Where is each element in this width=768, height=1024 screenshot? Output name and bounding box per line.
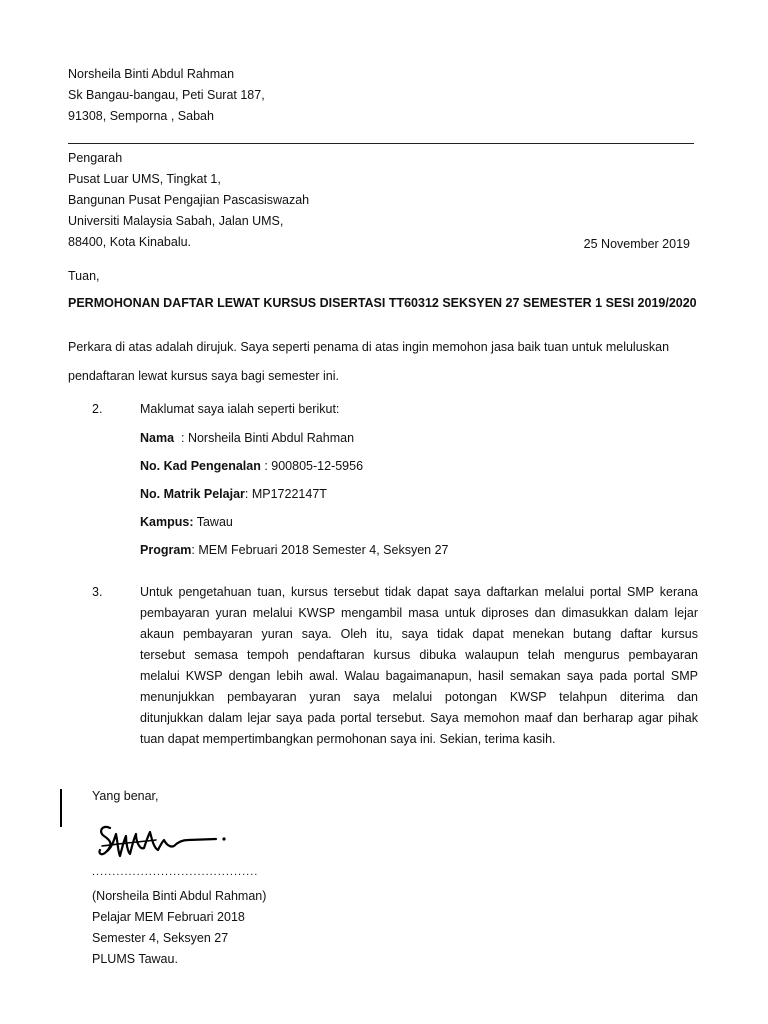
detail-ic xyxy=(140,456,363,476)
item-3-line: ditunjukkan dalam lejar saya pada portal tersebut. Saya memohon maaf dan berharap agar pihak xyxy=(140,711,698,725)
recipient-line-1: Pusat Luar UMS, Tingkat 1, xyxy=(68,172,221,186)
detail-matrik xyxy=(140,484,327,504)
letter-subject: PERMOHONAN DAFTAR LEWAT KURSUS DISERTASI TT60312 SEKSYEN 27 SEMESTER 1 SESI 2019/2020 xyxy=(68,296,697,310)
detail-value: Norsheila Binti Abdul Rahman xyxy=(187,431,355,445)
detail-value: MP1722147T xyxy=(251,487,327,501)
recipient-line-3: Universiti Malaysia Sabah, Jalan UMS, xyxy=(68,214,284,228)
item-3-line: melalui KWSP dengan lebih awal. Walau bagaimanapun, hasil semakan saya pada portal SMP xyxy=(140,669,698,683)
paragraph-1-line-1: Perkara di atas adalah dirujuk. Saya seperti penama di atas ingin memohon jasa baik tuan untuk meluluskan xyxy=(68,340,670,354)
item-2-number: 2. xyxy=(92,402,103,416)
detail-value: Tawau xyxy=(196,515,233,529)
signatory-name: (Norsheila Binti Abdul Rahman) xyxy=(92,889,267,903)
sender-name: Norsheila Binti Abdul Rahman xyxy=(68,67,235,81)
detail-label: Program xyxy=(140,543,192,557)
recipient-title: Pengarah xyxy=(68,151,123,165)
paragraph-1-line-2: pendaftaran lewat kursus saya bagi semester ini. xyxy=(68,369,339,383)
signatory-line-2: Semester 4, Seksyen 27 xyxy=(92,931,229,945)
detail-sep: : xyxy=(191,543,199,557)
detail-sep: : xyxy=(260,459,272,473)
signatory-line-3: PLUMS Tawau. xyxy=(92,952,178,966)
detail-label: No. Kad Pengenalan xyxy=(140,459,261,473)
salutation: Tuan, xyxy=(68,269,100,283)
item-3-line: akaun pembayaran yuran saya. Oleh itu, saya tidak dapat menekan butang daftar kursus xyxy=(140,627,698,641)
detail-kampus xyxy=(140,512,233,532)
recipient-line-2: Bangunan Pusat Pengajian Pascasiswazah xyxy=(68,193,310,207)
recipient-line-4: 88400, Kota Kinabalu. xyxy=(68,235,192,249)
detail-value: MEM Februari 2018 Semester 4, Seksyen 27 xyxy=(198,543,449,557)
detail-label: Kampus: xyxy=(140,515,194,529)
sender-address-2: 91308, Semporna , Sabah xyxy=(68,109,214,123)
item-3-paragraph xyxy=(140,582,698,750)
item-2-intro: Maklumat saya ialah seperti berikut: xyxy=(140,402,340,416)
signatory-line-1: Pelajar MEM Februari 2018 xyxy=(92,910,245,924)
closing: Yang benar, xyxy=(92,789,159,803)
sender-address-1: Sk Bangau-bangau, Peti Surat 187, xyxy=(68,88,265,102)
item-3-line: tuan dapat mempertimbangkan permohonan saya ini. Sekian, terima kasih. xyxy=(140,732,556,746)
letter-date: 25 November 2019 xyxy=(583,237,690,251)
detail-value: 900805-12-5956 xyxy=(271,459,364,473)
detail-sep: : xyxy=(244,487,252,501)
item-3-line: Untuk pengetahuan tuan, kursus tersebut tidak dapat saya daftarkan melalui portal SMP kerana xyxy=(140,585,698,599)
detail-label: No. Matrik Pelajar xyxy=(140,487,245,501)
detail-nama xyxy=(140,428,354,448)
detail-sep: : xyxy=(174,431,188,445)
detail-label: Nama xyxy=(140,431,175,445)
item-3-line: pembayaran yuran melalui KWSP mengambil masa untuk diproses dan dimasukkan dalam lejar xyxy=(140,606,698,620)
separator-line xyxy=(68,143,694,144)
signature-line: ......................................... xyxy=(92,866,259,878)
margin-mark xyxy=(60,789,62,827)
item-3-line: tersebut semasa tempoh pendaftaran kursus dibuka walaupun telah mengurus pembayaran xyxy=(140,648,698,662)
handwritten-signature xyxy=(96,818,236,866)
item-3-line: menunjukkan pembayaran yuran saya melalui potongan KWSP telahpun diterima dan xyxy=(140,690,698,704)
item-3-number: 3. xyxy=(92,585,103,599)
detail-program xyxy=(140,540,448,560)
